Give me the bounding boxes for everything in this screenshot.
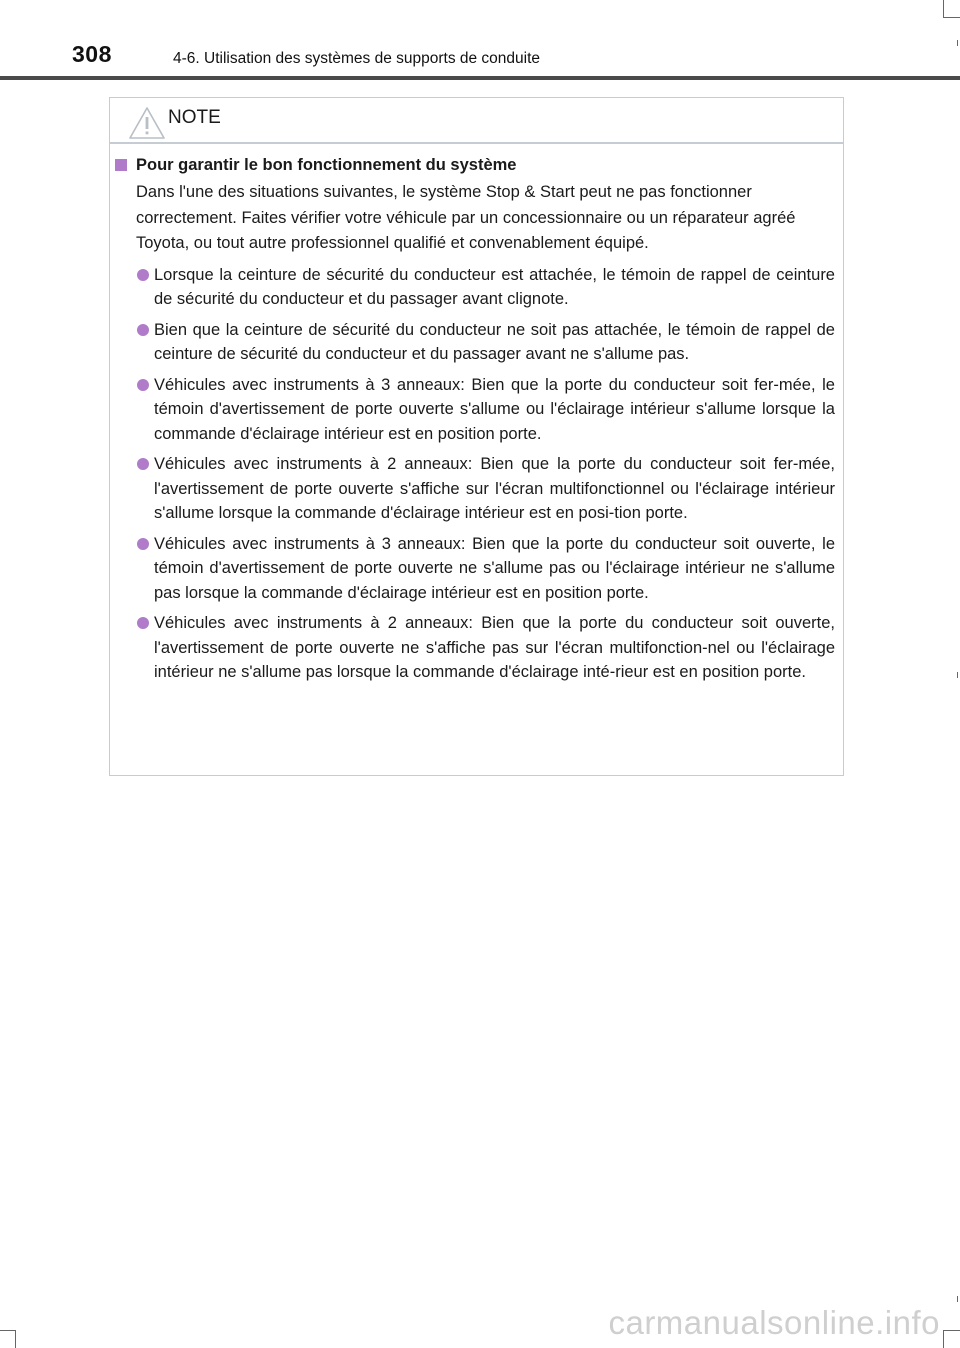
crop-mark-right-tick-1 bbox=[957, 40, 958, 46]
list-item-text: Véhicules avec instruments à 3 anneaux: Bien que la porte du conducteur soit fer-mée, le témoin d'avertissement de porte ouverte s'allume ou l'éclairage intérieur s'allume lorsque la commande d'éclairage intérieur est en position porte. bbox=[154, 375, 835, 443]
list-item-text: Véhicules avec instruments à 2 anneaux: Bien que la porte du conducteur soit fer-mée, l'avertissement de porte ouverte s'affiche sur l'écran multifonctionnel ou l'éclairage intérieur s'allume lorsque la commande d'éclairage intérieur est en posi-tion porte. bbox=[154, 455, 835, 522]
watermark: carmanualsonline.info bbox=[608, 1304, 940, 1341]
circle-bullet-icon bbox=[137, 538, 149, 550]
list-item bbox=[154, 452, 835, 526]
crop-mark-top-right-h bbox=[944, 17, 960, 18]
square-bullet-icon bbox=[115, 159, 127, 171]
list-item bbox=[154, 373, 835, 447]
crop-mark-bottom-left-h bbox=[0, 1330, 15, 1331]
page-header bbox=[0, 0, 960, 80]
crop-mark-bottom-right-h bbox=[944, 1330, 960, 1331]
crop-mark-right-tick-2 bbox=[957, 672, 958, 678]
list-item-text: Véhicules avec instruments à 3 anneaux: Bien que la porte du conducteur soit ouverte, le témoin d'avertissement de porte ouverte ne s'allume pas ou l'éclairage intérieur ne s'allume pas lorsque la commande d'éclairage intérieur est en position porte. bbox=[154, 534, 835, 602]
note-header bbox=[110, 98, 843, 142]
note-divider bbox=[110, 142, 843, 144]
note-bullet-list bbox=[110, 263, 843, 685]
circle-bullet-icon bbox=[137, 269, 149, 281]
note-title: NOTE bbox=[168, 107, 221, 128]
section-title: 4-6. Utilisation des systèmes de supports de conduite bbox=[173, 50, 541, 67]
note-subheading bbox=[115, 153, 843, 177]
crop-mark-right-tick-3 bbox=[957, 1296, 958, 1302]
list-item bbox=[154, 263, 835, 312]
warning-triangle-icon bbox=[128, 106, 166, 140]
list-item-text: Véhicules avec instruments à 2 anneaux: Bien que la porte du conducteur soit ouverte, l'avertissement de porte ouverte ne s'affiche pas sur l'écran multifonction-nel ou l'éclairage intérieur ne s'allume pas lorsque la commande d'éclairage inté-rieur est en position porte. bbox=[154, 614, 835, 681]
note-intro: Dans l'une des situations suivantes, le système Stop & Start peut ne pas fonctionner correctement. Faites vérifier votre véhicule par un concessionnaire ou un réparateur agréé Toyota, ou tout autre professionnel qualifié et convenablement équipé. bbox=[136, 183, 796, 252]
note-box bbox=[109, 97, 844, 776]
list-item bbox=[154, 532, 835, 606]
crop-mark-bottom-left-v bbox=[15, 1330, 16, 1348]
circle-bullet-icon bbox=[137, 379, 149, 391]
list-item-text: Bien que la ceinture de sécurité du conducteur ne soit pas attachée, le témoin de rappel de ceinture de sécurité du conducteur et du passager avant ne s'allume pas. bbox=[154, 320, 835, 363]
list-item bbox=[154, 611, 835, 685]
note-subheading-text: Pour garantir le bon fonctionnement du système bbox=[136, 156, 517, 174]
list-item bbox=[154, 318, 835, 367]
circle-bullet-icon bbox=[137, 324, 149, 336]
note-body bbox=[110, 150, 843, 691]
crop-mark-bottom-right-v bbox=[943, 1330, 944, 1348]
circle-bullet-icon bbox=[137, 617, 149, 629]
header-rule bbox=[0, 76, 960, 80]
page-number: 308 bbox=[72, 41, 112, 67]
crop-mark-top-right-v bbox=[943, 0, 944, 18]
circle-bullet-icon bbox=[137, 458, 149, 470]
list-item-text: Lorsque la ceinture de sécurité du conducteur est attachée, le témoin de rappel de ceinture de sécurité du conducteur et du passager avant clignote. bbox=[154, 265, 835, 308]
